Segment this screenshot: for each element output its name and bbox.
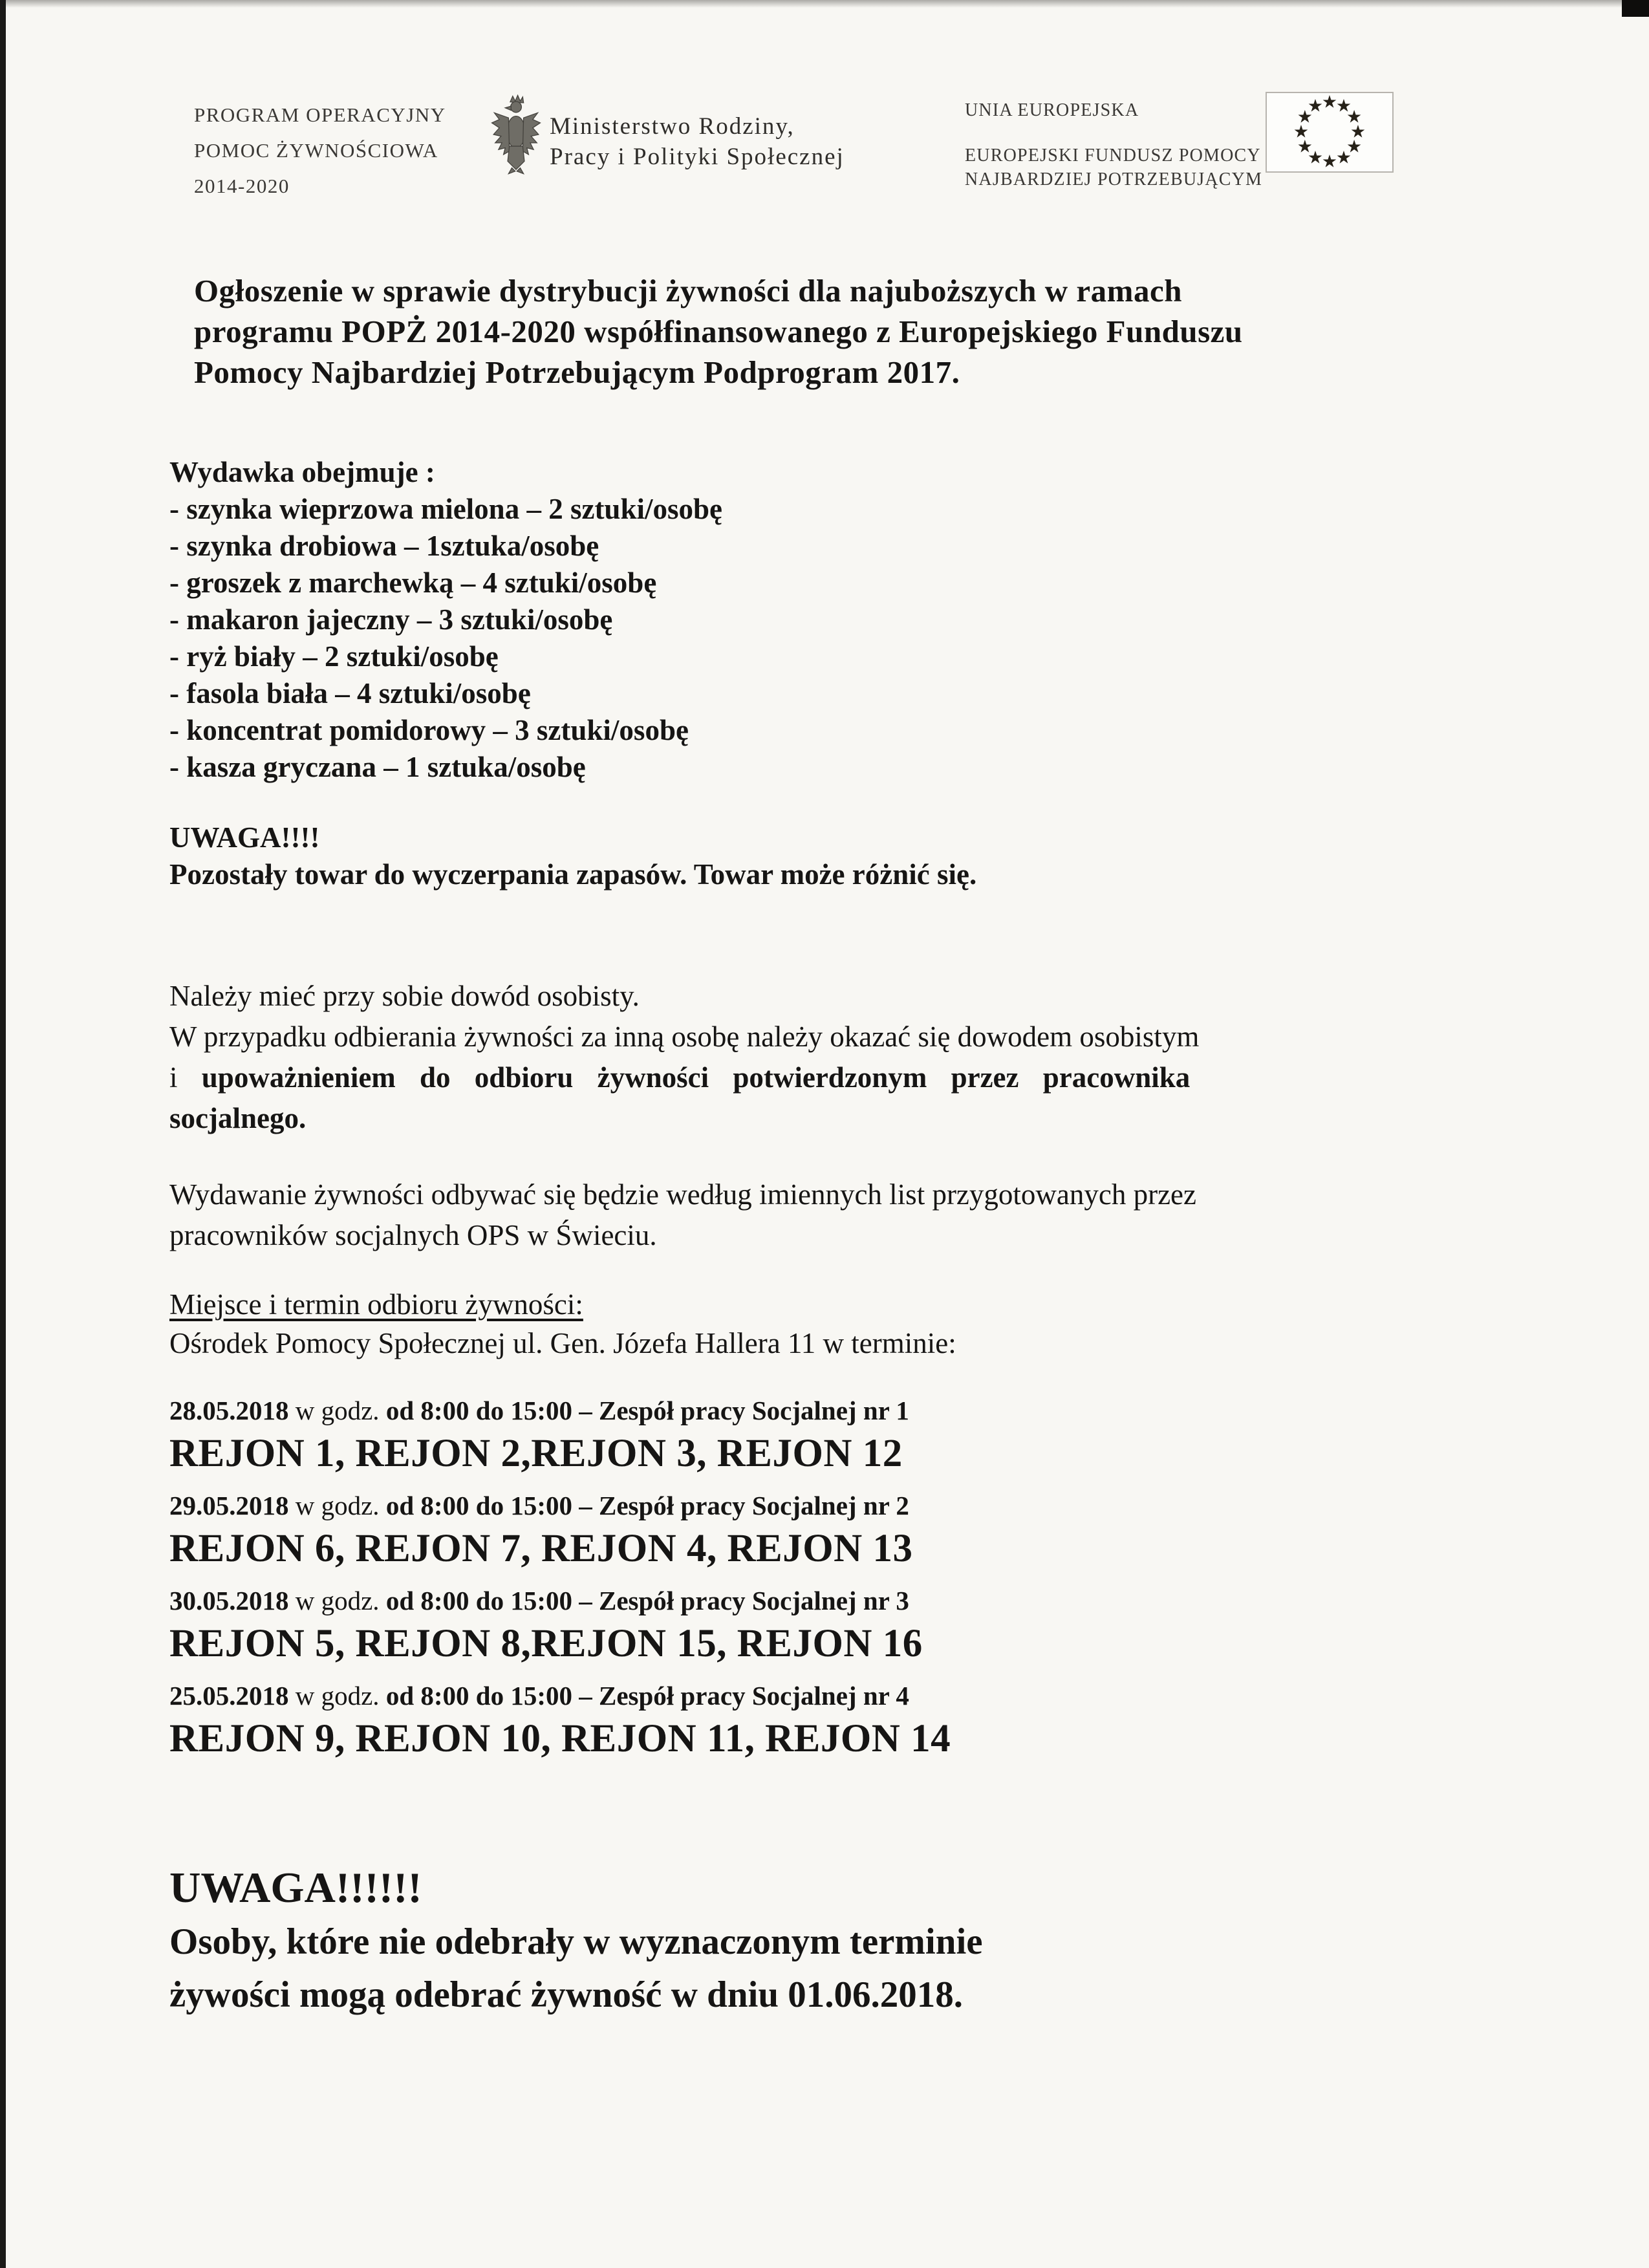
- issue-heading: Wydawka obejmuje :: [169, 456, 435, 488]
- eu-union-label: UNIA EUROPEJSKA: [965, 100, 1139, 120]
- schedule-details: od 8:00 do 15:00 – Zespół pracy Socjalnej nr 4: [385, 1681, 909, 1711]
- list-item: - kasza gryczana – 1 sztuka/osobę: [169, 751, 586, 783]
- stock-notice-section: [169, 819, 1398, 893]
- eu-fund-label: [965, 144, 1262, 191]
- list-item: - fasola biała – 4 sztuki/osobę: [169, 677, 531, 709]
- pickup-heading: Miejsce i termin odbioru żywności:: [169, 1288, 583, 1321]
- schedule-regions: REJON 9, REJON 10, REJON 11, REJON 14: [169, 1717, 951, 1760]
- final-notice-section: [169, 1861, 1398, 2022]
- notice-heading: UWAGA!!!!: [169, 821, 320, 854]
- final-notice-heading: UWAGA!!!!!!: [169, 1864, 422, 1912]
- schedule-date-line: [169, 1677, 1398, 1714]
- id-req-bold-text: upoważnieniem do odbioru żywności potwierdzonym przez pracownika: [201, 1061, 1191, 1094]
- program-line: 2014-2020: [194, 175, 290, 197]
- eu-star: ★: [1346, 136, 1363, 157]
- program-line: PROGRAM OPERACYJNY: [194, 103, 446, 126]
- schedule-details: od 8:00 do 15:00 – Zespół pracy Socjalnej nr 3: [385, 1586, 909, 1615]
- eu-star: ★: [1335, 147, 1352, 167]
- eu-star: ★: [1307, 147, 1324, 167]
- ministry-name: [550, 111, 845, 172]
- schedule-details: od 8:00 do 15:00 – Zespół pracy Socjalnej nr 2: [385, 1491, 909, 1520]
- schedule-connector: w godz.: [288, 1681, 386, 1711]
- schedule-connector: w godz.: [288, 1396, 386, 1425]
- schedule-connector: w godz.: [288, 1586, 386, 1615]
- schedule-regions: REJON 6, REJON 7, REJON 4, REJON 13: [169, 1527, 913, 1570]
- notice-text: Pozostały towar do wyczerpania zapasów. Towar może różnić się.: [169, 858, 977, 891]
- list-item: - koncentrat pomidorowy – 3 sztuki/osobę: [169, 714, 689, 746]
- eu-stars-circle-icon: [1266, 92, 1394, 173]
- issuance-section: [169, 1174, 1398, 1256]
- schedule-date: 30.05.2018: [169, 1586, 289, 1615]
- schedule-connector: w godz.: [288, 1491, 386, 1520]
- scan-edge-artifact: [0, 0, 6, 2268]
- document-body: [169, 270, 1398, 2022]
- id-req-prefix: i: [169, 1061, 202, 1094]
- schedule-date: 28.05.2018: [169, 1396, 289, 1425]
- issuance-line: Wydawanie żywności odbywać się będzie według imiennych list przygotowanych przez: [169, 1178, 1197, 1211]
- eu-star: ★: [1297, 136, 1313, 157]
- pickup-section: [169, 1285, 1398, 1363]
- title-line: Pomocy Najbardziej Potrzebującym Podprogram 2017.: [194, 354, 960, 390]
- eu-star: ★: [1335, 96, 1352, 116]
- schedule-date-line: [169, 1582, 1398, 1619]
- ministry-name-line: Pracy i Polityki Społecznej: [550, 144, 845, 170]
- eu-star: ★: [1321, 151, 1338, 171]
- schedule-entry: [169, 1582, 1398, 1669]
- schedule-details: od 8:00 do 15:00 – Zespół pracy Socjalnej nr 1: [385, 1396, 909, 1425]
- schedule-entry: [169, 1677, 1398, 1764]
- pickup-address: Ośrodek Pomocy Społecznej ul. Gen. Józefa Hallera 11 w terminie:: [169, 1327, 956, 1359]
- issuance-line: pracowników socjalnych OPS w Świeciu.: [169, 1219, 657, 1251]
- title-line: Ogłoszenie w sprawie dystrybucji żywności dla najuboższych w ramach: [194, 273, 1182, 308]
- eu-star: ★: [1307, 96, 1324, 116]
- list-item: - groszek z marchewką – 4 sztuki/osobę: [169, 567, 657, 599]
- list-item: - szynka drobiowa – 1sztuka/osobę: [169, 530, 599, 562]
- id-req-line: W przypadku odbierania żywności za inną osobę należy okazać się dowodem osobistym: [169, 1021, 1200, 1053]
- id-req-line: [169, 1057, 1398, 1098]
- schedule-entry: [169, 1487, 1398, 1573]
- id-requirements-section: [169, 976, 1398, 1139]
- eu-star: ★: [1346, 107, 1363, 127]
- list-item: - ryż biały – 2 sztuki/osobę: [169, 640, 499, 673]
- polish-eagle-emblem-icon: [490, 94, 542, 175]
- id-req-line: socjalnego.: [169, 1102, 307, 1134]
- list-item: - szynka wieprzowa mielona – 2 sztuki/osobę: [169, 493, 722, 525]
- document-title: [169, 270, 1398, 393]
- schedule-date: 25.05.2018: [169, 1681, 289, 1711]
- schedule-date-line: [169, 1487, 1398, 1524]
- eu-fund-line: NAJBARDZIEJ POTRZEBUJĄCYM: [965, 169, 1263, 189]
- schedule-regions: REJON 5, REJON 8,REJON 15, REJON 16: [169, 1622, 923, 1665]
- program-line: POMOC ŻYWNOŚCIOWA: [194, 139, 438, 162]
- eu-star: ★: [1350, 122, 1366, 142]
- schedule-date: 29.05.2018: [169, 1491, 289, 1520]
- eu-star: ★: [1293, 122, 1310, 142]
- document-header: [0, 0, 1649, 207]
- eu-star: ★: [1297, 107, 1313, 127]
- schedule-entry: [169, 1392, 1398, 1478]
- final-notice-line: żywości mogą odebrać żywność w dniu 01.06.2018.: [169, 1974, 964, 2015]
- schedule-regions: REJON 1, REJON 2,REJON 3, REJON 12: [169, 1432, 903, 1475]
- eu-fund-line: EUROPEJSKI FUNDUSZ POMOCY: [965, 146, 1261, 166]
- id-req-line: Należy mieć przy sobie dowód osobisty.: [169, 980, 640, 1012]
- eu-star: ★: [1321, 92, 1338, 112]
- schedule-date-line: [169, 1392, 1398, 1429]
- distribution-list-section: [169, 454, 1398, 786]
- program-operacyjny-block: [194, 97, 446, 204]
- title-line: programu POPŻ 2014-2020 współfinansowanego z Europejskiego Funduszu: [194, 314, 1243, 349]
- ministry-name-line: Ministerstwo Rodziny,: [550, 113, 795, 140]
- list-item: - makaron jajeczny – 3 sztuki/osobę: [169, 603, 613, 636]
- final-notice-line: Osoby, które nie odebrały w wyznaczonym terminie: [169, 1921, 983, 1962]
- schedule-section: [169, 1392, 1398, 1764]
